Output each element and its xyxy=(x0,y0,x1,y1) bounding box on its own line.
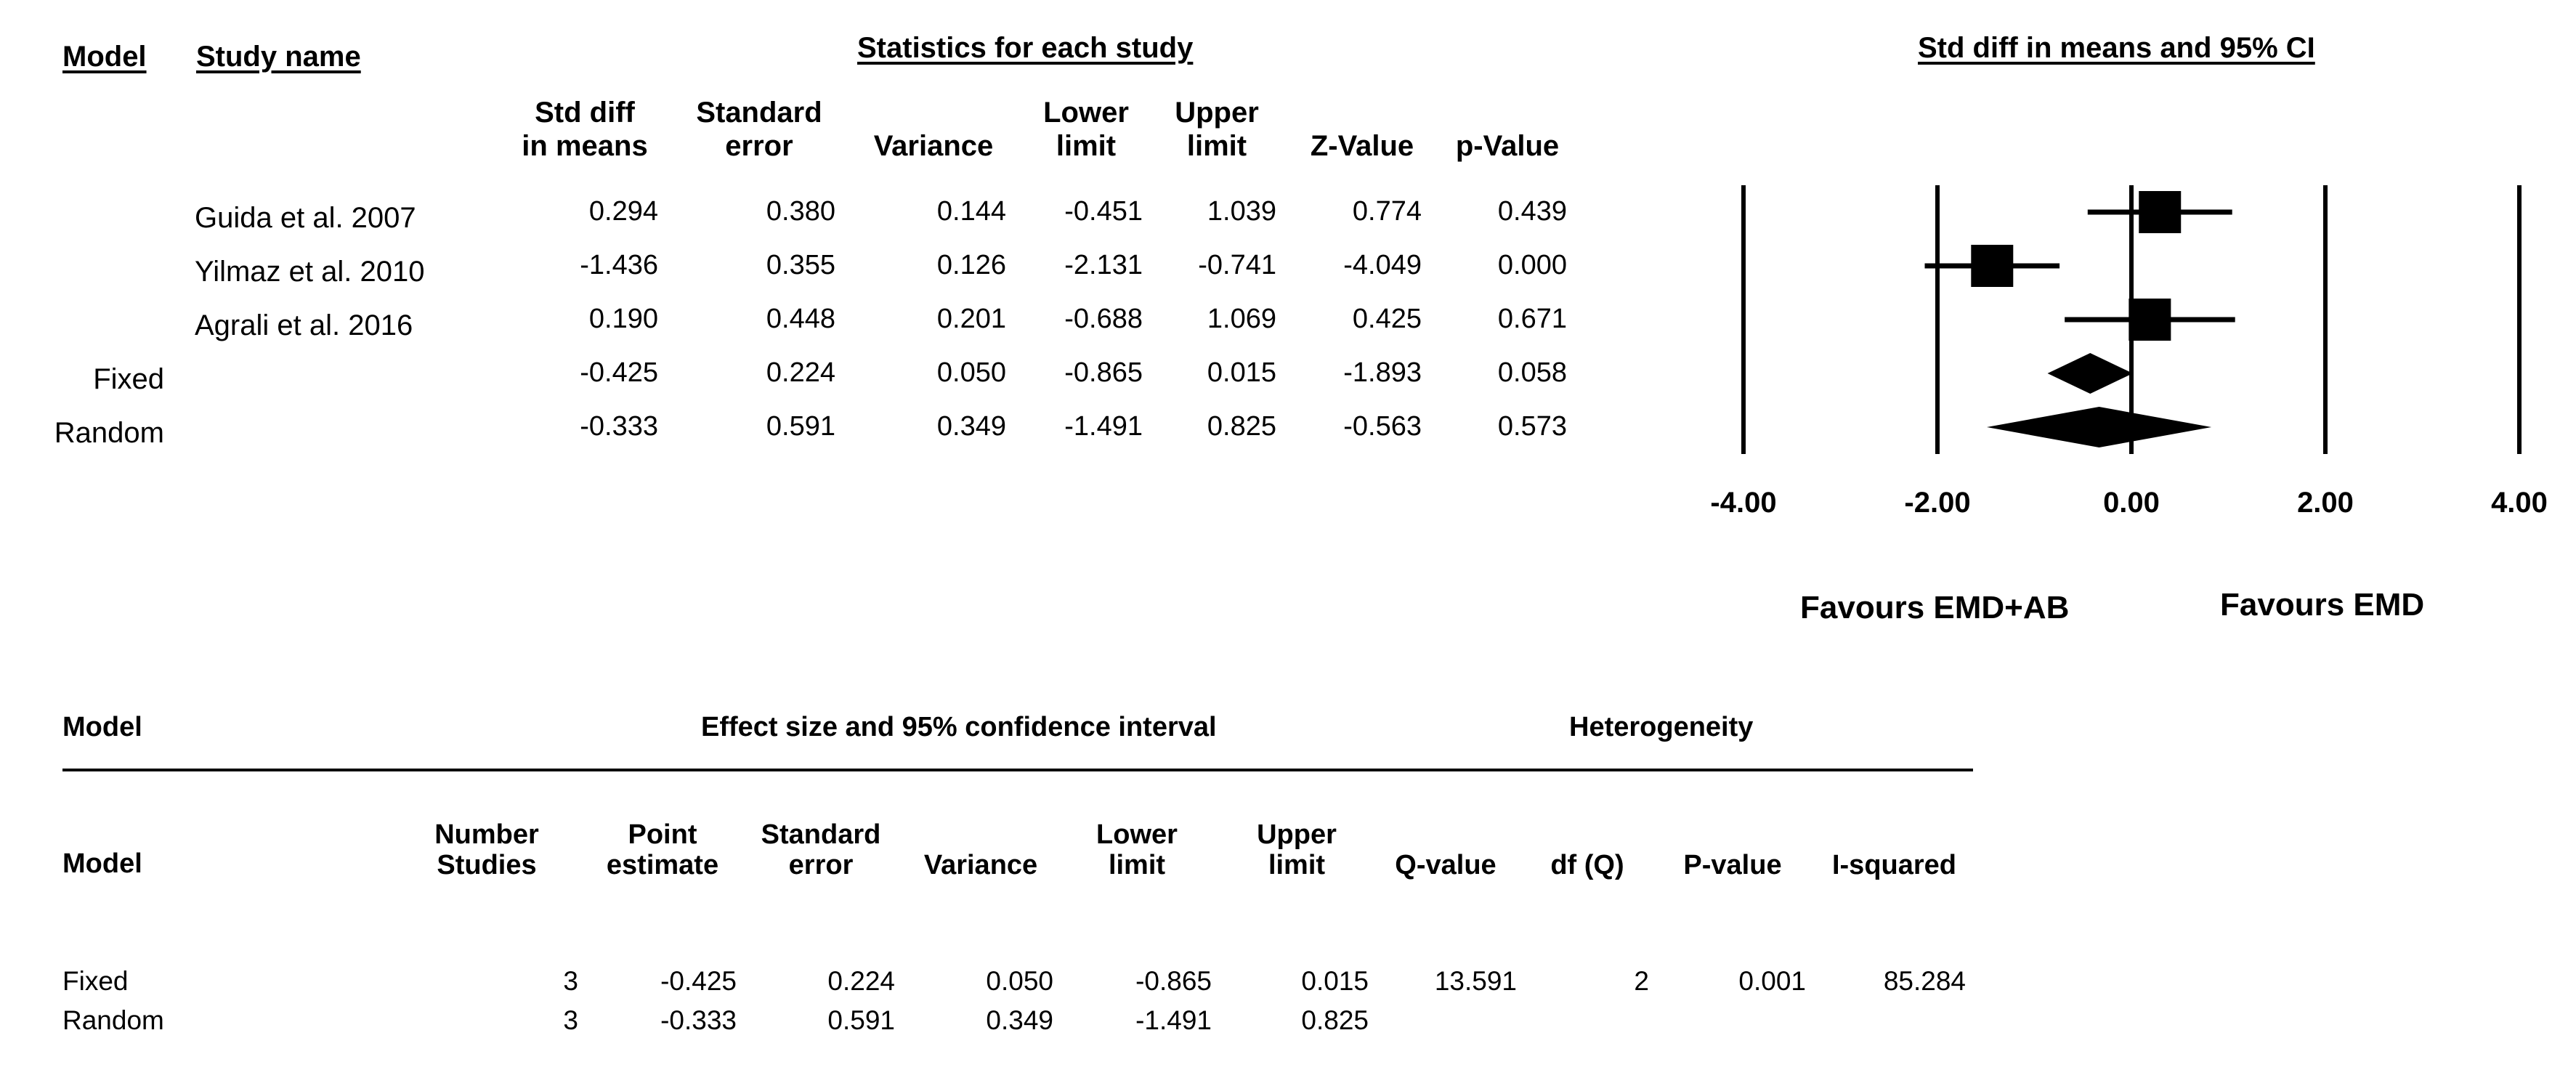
bottom-col-se-line1: Standard xyxy=(761,819,881,850)
cell-variance: 0.349 xyxy=(986,1005,1053,1035)
cell-standard-error: 0.224 xyxy=(766,357,835,388)
col-header-upper-line1: Upper xyxy=(1175,97,1259,129)
cell-upper-limit: -0.741 xyxy=(1198,250,1276,280)
cell-lower-limit: -1.491 xyxy=(1064,411,1143,442)
bottom-col-df-q: df (Q) xyxy=(1550,850,1624,880)
cell-variance: 0.050 xyxy=(936,357,1006,388)
bottom-col-se-line2: error xyxy=(788,850,854,880)
cell-point-estimate: -0.425 xyxy=(660,966,737,996)
tick-label: 0.00 xyxy=(2103,487,2160,519)
cell-p-value: 0.671 xyxy=(1497,304,1567,334)
bottom-col-hi-line2: limit xyxy=(1268,850,1326,880)
tick-label: -4.00 xyxy=(1710,487,1777,519)
forest-plot-title: Std diff in means and 95% CI xyxy=(1918,32,2315,64)
bottom-col-variance: Variance xyxy=(923,850,1038,880)
cell-standard-error: 0.591 xyxy=(827,1005,895,1035)
table-row xyxy=(0,357,1598,401)
model-header: Model xyxy=(62,41,147,73)
cell-variance: 0.349 xyxy=(936,411,1006,442)
bottom-col-pe-line2: estimate xyxy=(606,850,719,880)
cell-lower-limit: -2.131 xyxy=(1064,250,1143,280)
col-header-se-line1: Standard xyxy=(696,97,822,129)
col-header-variance: Variance xyxy=(873,130,994,162)
cell-upper-limit: 1.069 xyxy=(1207,304,1276,334)
study-effect-marker xyxy=(2129,299,2171,341)
cell-z-value: -4.049 xyxy=(1343,250,1422,280)
cell-z-value: -0.563 xyxy=(1343,411,1422,442)
cell-upper-limit: 0.015 xyxy=(1207,357,1276,388)
table-row xyxy=(0,196,1598,240)
fixed-summary-diamond xyxy=(2048,353,2133,394)
bottom-col-lo-line2: limit xyxy=(1108,850,1166,880)
cell-lower-limit: -0.865 xyxy=(1064,357,1143,388)
cell-standard-error: 0.448 xyxy=(766,304,835,334)
tick-label: 4.00 xyxy=(2491,487,2548,519)
cell-upper-limit: 0.825 xyxy=(1301,1005,1369,1035)
bottom-col-standard-error xyxy=(748,819,894,880)
bottom-col-lo-line1: Lower xyxy=(1096,819,1178,850)
cell-std-diff: 0.294 xyxy=(588,196,658,227)
bottom-col-hi-line1: Upper xyxy=(1257,819,1337,850)
tick-label: 2.00 xyxy=(2297,487,2354,519)
col-header-std-diff-line1: Std diff xyxy=(535,97,635,129)
bottom-col-upper-limit xyxy=(1228,819,1366,880)
study-effect-marker xyxy=(1971,245,2013,287)
study-effect-marker xyxy=(2139,191,2181,233)
cell-z-value: 0.425 xyxy=(1352,304,1422,334)
cell-variance: 0.201 xyxy=(936,304,1006,334)
bottom-col-model: Model xyxy=(62,848,142,879)
cell-p-value: 0.001 xyxy=(1738,966,1806,996)
bottom-col-number-studies xyxy=(414,819,559,880)
study-name: Guida et al. 2007 xyxy=(195,202,416,234)
cell-lower-limit: -1.491 xyxy=(1135,1005,1212,1035)
study-name: Agrali et al. 2016 xyxy=(195,309,413,341)
favours-right-label: Favours EMD xyxy=(2220,587,2425,623)
cell-upper-limit: 1.039 xyxy=(1207,196,1276,227)
col-header-lower-line1: Lower xyxy=(1043,97,1129,129)
cell-p-value: 0.439 xyxy=(1497,196,1567,227)
cell-lower-limit: -0.688 xyxy=(1064,304,1143,334)
col-header-se-line2: error xyxy=(725,130,793,162)
heterogeneity-title: Heterogeneity xyxy=(1569,712,1754,742)
table-row xyxy=(0,304,1598,347)
cell-point-estimate: -0.333 xyxy=(660,1005,737,1035)
bottom-model-fixed: Fixed xyxy=(62,966,129,996)
cell-upper-limit: 0.015 xyxy=(1301,966,1369,996)
study-name-header: Study name xyxy=(196,41,361,73)
col-header-standard-error xyxy=(679,96,839,163)
col-header-upper-line2: limit xyxy=(1186,130,1247,162)
table-row xyxy=(0,1005,2034,1042)
bottom-col-pe-line1: Point xyxy=(628,819,697,850)
cell-number-studies: 3 xyxy=(563,1005,578,1035)
effect-size-rule xyxy=(62,769,1370,771)
col-header-std-diff xyxy=(509,96,661,163)
cell-df-q: 2 xyxy=(1634,966,1649,996)
cell-std-diff: -1.436 xyxy=(580,250,658,280)
favours-left-label: Favours EMD+AB xyxy=(1800,590,2070,625)
cell-i-squared: 85.284 xyxy=(1883,966,1966,996)
cell-q-value: 13.591 xyxy=(1434,966,1517,996)
bottom-col-n-line2: Studies xyxy=(437,850,537,880)
cell-variance: 0.126 xyxy=(936,250,1006,280)
col-header-std-diff-line2: in means xyxy=(522,130,648,162)
col-header-p-value: p-Value xyxy=(1455,130,1560,162)
bottom-model-header: Model xyxy=(62,712,142,742)
cell-standard-error: 0.380 xyxy=(766,196,835,227)
table-row xyxy=(0,411,1598,455)
model-label-fixed: Fixed xyxy=(93,363,164,395)
cell-std-diff: 0.190 xyxy=(588,304,658,334)
table-row xyxy=(0,966,2034,1002)
bottom-col-n-line1: Number xyxy=(434,819,539,850)
bottom-col-p-value: P-value xyxy=(1683,850,1782,880)
col-header-lower-line2: limit xyxy=(1056,130,1117,162)
tick-label: -2.00 xyxy=(1904,487,1971,519)
cell-variance: 0.144 xyxy=(936,196,1006,227)
cell-p-value: 0.000 xyxy=(1497,250,1567,280)
bottom-col-lower-limit xyxy=(1068,819,1206,880)
cell-std-diff: -0.333 xyxy=(580,411,658,442)
col-header-lower-limit xyxy=(1024,96,1148,163)
cell-variance: 0.050 xyxy=(986,966,1053,996)
cell-lower-limit: -0.865 xyxy=(1135,966,1212,996)
cell-standard-error: 0.591 xyxy=(766,411,835,442)
bottom-col-q-value: Q-value xyxy=(1395,850,1496,880)
bottom-col-point-estimate xyxy=(590,819,735,880)
col-header-z-value: Z-Value xyxy=(1310,130,1414,162)
heterogeneity-rule xyxy=(1370,769,1973,771)
cell-number-studies: 3 xyxy=(563,966,578,996)
bottom-model-random: Random xyxy=(62,1005,164,1035)
model-label-random: Random xyxy=(54,417,164,449)
col-header-upper-limit xyxy=(1155,96,1279,163)
study-name: Yilmaz et al. 2010 xyxy=(195,256,425,288)
cell-z-value: -1.893 xyxy=(1343,357,1422,388)
cell-lower-limit: -0.451 xyxy=(1064,196,1143,227)
stats-section-title: Statistics for each study xyxy=(857,32,1194,64)
cell-z-value: 0.774 xyxy=(1352,196,1422,227)
cell-upper-limit: 0.825 xyxy=(1207,411,1276,442)
effect-size-title: Effect size and 95% confidence interval xyxy=(701,712,1217,742)
cell-p-value: 0.058 xyxy=(1497,357,1567,388)
random-summary-diamond xyxy=(1987,407,2211,447)
cell-std-diff: -0.425 xyxy=(580,357,658,388)
cell-p-value: 0.573 xyxy=(1497,411,1567,442)
bottom-col-i-squared: I-squared xyxy=(1831,850,1957,880)
cell-standard-error: 0.224 xyxy=(827,966,895,996)
cell-standard-error: 0.355 xyxy=(766,250,835,280)
forest-plot xyxy=(1671,167,2576,530)
table-row xyxy=(0,250,1598,293)
